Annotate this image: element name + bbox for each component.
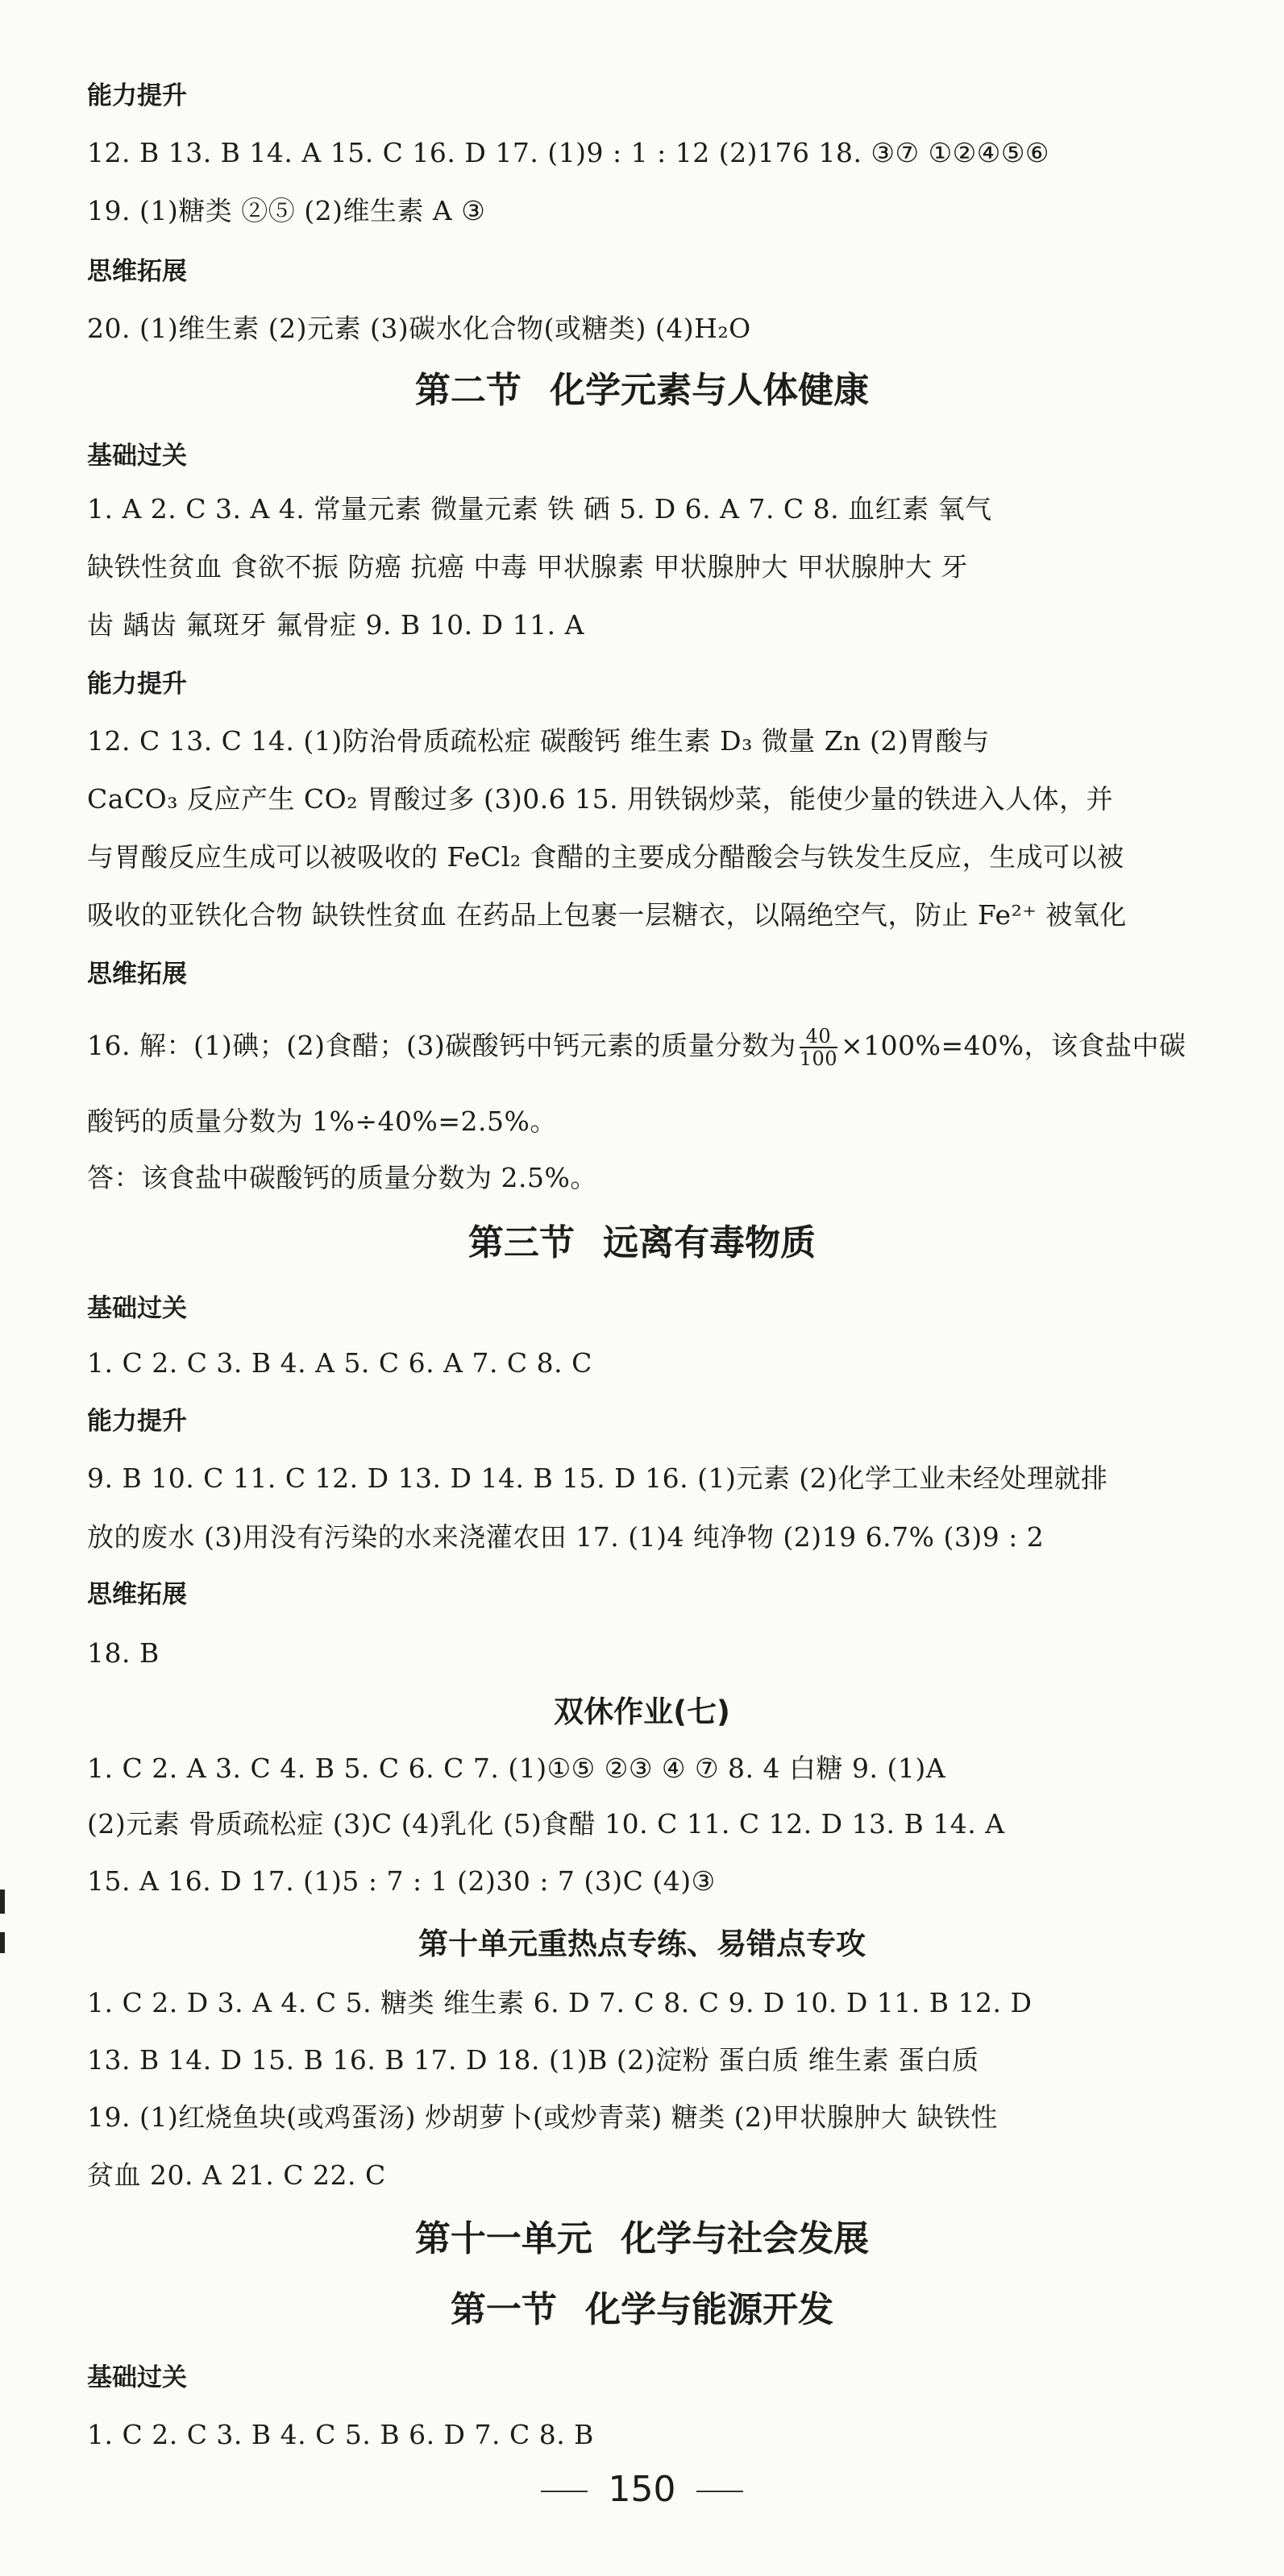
answer-line: 与胃酸反应生成可以被吸收的 FeCl₂ 食醋的主要成分醋酸会与铁发生反应，生成可以被 <box>87 841 1124 873</box>
answer-line: 19. (1)红烧鱼块(或鸡蛋汤) 炒胡萝卜(或炒青菜) 糖类 (2)甲状腺肿大 缺铁性 <box>87 2101 998 2133</box>
page-number <box>0 2467 1284 2512</box>
section-subtitle: 第十单元重热点专练、易错点专攻 <box>418 1927 866 1961</box>
answer-line: (2)元素 骨质疏松症 (3)C (4)乳化 (5)食醋 10. C 11. C 12. D 13. B 14. A <box>87 1808 1005 1840</box>
answer-line-with-fraction <box>87 1017 1211 1075</box>
answer-line: 酸钙的质量分数为 1%÷40%=2.5%。 <box>87 1105 557 1137</box>
fraction-numerator: 40 <box>805 1025 832 1047</box>
answer-text: ×100%=40%，该食盐中碳 <box>841 1030 1186 1061</box>
section-label: 基础过关 <box>87 442 187 471</box>
answer-line: 1. C 2. C 3. B 4. A 5. C 6. A 7. C 8. C <box>87 1347 592 1379</box>
answer-line: 放的废水 (3)用没有污染的水来浇灌农田 17. (1)4 纯净物 (2)19 6.7% (3)9 : 2 <box>87 1521 1045 1553</box>
fraction <box>800 1026 837 1069</box>
page-dash-left <box>541 2491 588 2492</box>
section-label: 思维拓展 <box>87 1580 187 1609</box>
answer-line: 19. (1)糖类 ②⑤ (2)维生素 A ③ <box>87 195 486 226</box>
section-title: 第二节 化学元素与人体健康 <box>414 370 870 411</box>
section-label: 能力提升 <box>87 670 187 699</box>
answer-text: 16. 解：(1)碘；(2)食醋；(3)碳酸钙中钙元素的质量分数为 <box>87 1030 796 1061</box>
section-label: 基础过关 <box>87 2363 187 2392</box>
answer-line: 9. B 10. C 11. C 12. D 13. D 14. B 15. D 16. (1)元素 (2)化学工业未经处理就排 <box>87 1462 1108 1494</box>
answer-line: 缺铁性贫血 食欲不振 防癌 抗癌 中毒 甲状腺素 甲状腺肿大 甲状腺肿大 牙 <box>87 551 968 583</box>
section-label: 能力提升 <box>87 1407 187 1436</box>
answer-line: 15. A 16. D 17. (1)5 : 7 : 1 (2)30 : 7 (3)C (4)③ <box>87 1865 716 1897</box>
scan-edge-mark <box>0 1889 5 1914</box>
answer-line: 1. C 2. D 3. A 4. C 5. 糖类 维生素 6. D 7. C 8. C 9. D 10. D 11. B 12. D <box>87 1987 1033 2018</box>
section-label: 基础过关 <box>87 1294 187 1323</box>
section-title: 第一节 化学与能源开发 <box>450 2289 834 2330</box>
answer-line: 齿 龋齿 氟斑牙 氟骨症 9. B 10. D 11. A <box>87 609 584 641</box>
answer-line: 贫血 20. A 21. C 22. C <box>87 2159 386 2191</box>
answer-line: 12. B 13. B 14. A 15. C 16. D 17. (1)9 : 1 : 12 (2)176 18. ③⑦ ①②④⑤⑥ <box>87 137 1049 168</box>
section-label: 思维拓展 <box>87 960 187 989</box>
answer-line: 1. C 2. C 3. B 4. C 5. B 6. D 7. C 8. B <box>87 2419 594 2450</box>
answer-line: 答：该食盐中碳酸钙的质量分数为 2.5%。 <box>87 1162 597 1193</box>
answer-line: 1. A 2. C 3. A 4. 常量元素 微量元素 铁 硒 5. D 6. A 7. C 8. 血红素 氧气 <box>87 493 992 525</box>
answer-line: 18. B <box>87 1637 160 1669</box>
fraction-denominator: 100 <box>799 1047 838 1070</box>
answer-line: 12. C 13. C 14. (1)防治骨质疏松症 碳酸钙 维生素 D₃ 微量 Zn (2)胃酸与 <box>87 725 990 757</box>
section-label: 思维拓展 <box>87 257 187 286</box>
section-subtitle: 双休作业(七) <box>554 1695 730 1729</box>
unit-title: 第十一单元 化学与社会发展 <box>414 2218 870 2259</box>
answer-line: 20. (1)维生素 (2)元素 (3)碳水化合物(或糖类) (4)H₂O <box>87 313 751 344</box>
answer-line: CaCO₃ 反应产生 CO₂ 胃酸过多 (3)0.6 15. 用铁锅炒菜，能使少量的铁进入人体，并 <box>87 783 1114 815</box>
answer-line: 1. C 2. A 3. C 4. B 5. C 6. C 7. (1)①⑤ ②③ ④ ⑦ 8. 4 白糖 9. (1)A <box>87 1753 946 1784</box>
page-number-text: 150 <box>608 2469 676 2510</box>
answer-line: 吸收的亚铁化合物 缺铁性贫血 在药品上包裹一层糖衣，以隔绝空气，防止 Fe²⁺ 被氧化 <box>87 899 1127 931</box>
section-label: 能力提升 <box>87 81 187 110</box>
answer-line: 13. B 14. D 15. B 16. B 17. D 18. (1)B (2)淀粉 蛋白质 维生素 蛋白质 <box>87 2044 979 2076</box>
page-dash-right <box>696 2491 743 2492</box>
section-title: 第三节 远离有毒物质 <box>467 1222 817 1263</box>
